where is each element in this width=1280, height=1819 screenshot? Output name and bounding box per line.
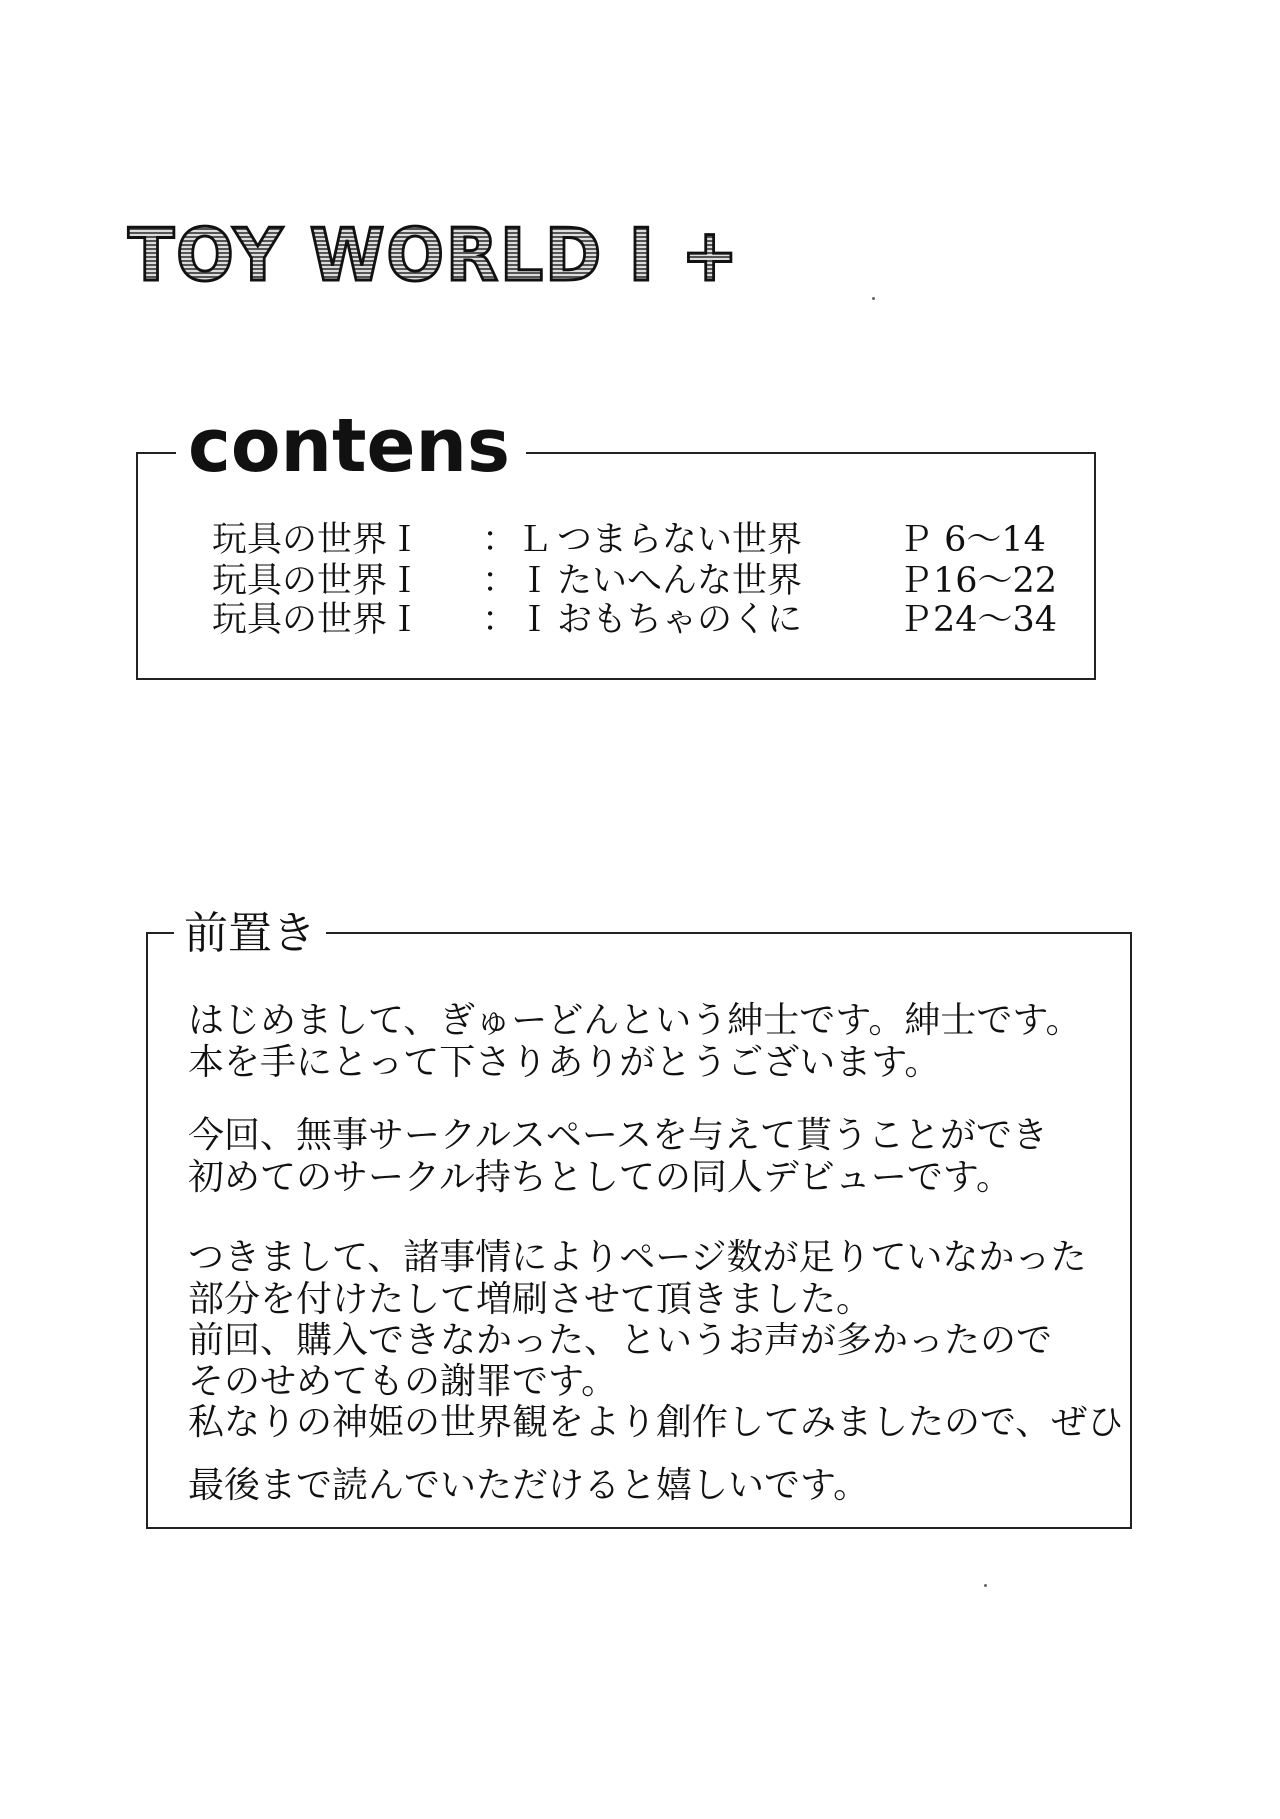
toc-code: ：Ｉ — [482, 561, 553, 601]
toc-pages: Ｐ 6～14 — [898, 520, 1046, 560]
foreword-line: 部分を付けたして増刷させて頂きました。 — [188, 1279, 873, 1320]
svg-text:contens: contens — [188, 405, 510, 485]
scan-speck — [872, 297, 875, 300]
toc-title: つまらない世界 — [557, 520, 803, 560]
toc-pages: Ｐ24～34 — [898, 600, 1058, 640]
foreword-line: 初めてのサークル持ちとしての同人デビューです。 — [188, 1157, 1013, 1198]
toc-code: ：Ｌ — [482, 520, 553, 560]
foreword-line: 私なりの神姫の世界観をより創作してみましたので、ぜひ — [188, 1402, 1124, 1443]
toc-title: おもちゃのくに — [557, 600, 803, 640]
toc-pages: Ｐ16～22 — [898, 561, 1058, 601]
foreword-line: つきまして、諸事情によりページ数が足りていなかった — [188, 1237, 1087, 1278]
contents-heading — [176, 405, 526, 485]
toc-title: たいへんな世界 — [557, 561, 803, 601]
foreword-heading: 前置き — [174, 904, 326, 964]
toc-series: 玩具の世界Ｉ — [212, 561, 423, 601]
toc-code: ：Ｉ — [482, 600, 553, 640]
foreword-line: 前回、購入できなかった、というお声が多かったので — [188, 1320, 1053, 1361]
toc-series: 玩具の世界Ｉ — [212, 600, 423, 640]
foreword-line: 今回、無事サークルスペースを与えて貰うことができ — [188, 1115, 1049, 1156]
scan-speck — [984, 1584, 987, 1587]
foreword-line: そのせめてもの謝罪です。 — [188, 1361, 618, 1402]
svg-text:TOY WORLD I +: TOY WORLD I + — [128, 213, 740, 297]
toc-series: 玩具の世界Ｉ — [212, 520, 423, 560]
foreword-line: 本を手にとって下さりありがとうございます。 — [188, 1042, 941, 1083]
foreword-line: はじめまして、ぎゅーどんという紳士です。紳士です。 — [188, 1000, 1082, 1041]
title-logo — [120, 200, 760, 300]
foreword-line: 最後まで読んでいただけると嬉しいです。 — [188, 1465, 870, 1506]
